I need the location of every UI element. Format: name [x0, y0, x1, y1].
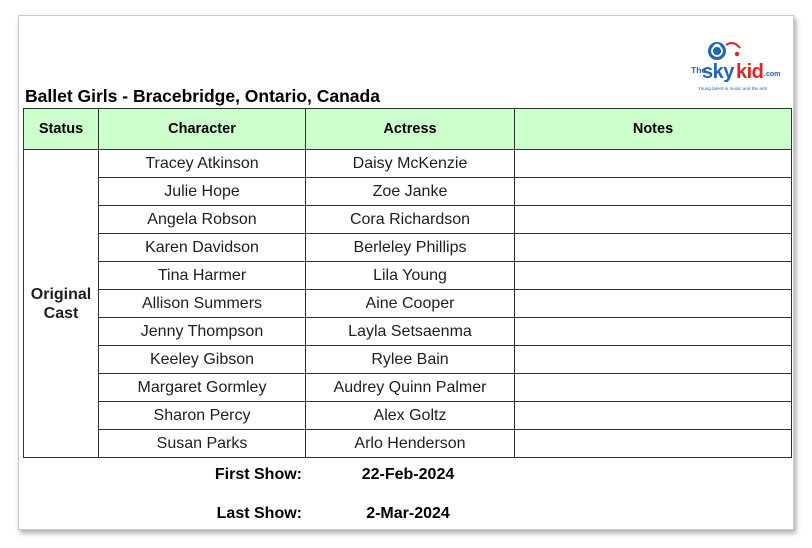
actress-cell: Cora Richardson	[306, 206, 515, 234]
table-row	[24, 346, 792, 374]
table-row	[24, 150, 792, 178]
status-line-1: Original	[30, 285, 92, 303]
status-original-cast	[24, 150, 99, 458]
theskykid-logo[interactable]	[690, 40, 788, 96]
actress-cell: Layla Setsaenma	[306, 318, 515, 346]
actress-cell: Rylee Bain	[306, 346, 515, 374]
character-cell: Sharon Percy	[99, 402, 306, 430]
table-header-row	[24, 109, 792, 150]
character-cell: Julie Hope	[99, 178, 306, 206]
logo-tagline: Young talent in music and the arts	[698, 86, 768, 91]
logo-sky-text: sky	[702, 61, 734, 83]
character-cell: Jenny Thompson	[99, 318, 306, 346]
table-row	[24, 374, 792, 402]
first-show-label: First Show:	[214, 466, 302, 483]
header-actress: Actress	[306, 109, 515, 150]
character-cell: Tracey Atkinson	[99, 150, 306, 178]
notes-cell	[515, 178, 792, 206]
notes-cell	[515, 206, 792, 234]
table-row	[24, 178, 792, 206]
first-show-row	[0, 466, 812, 486]
character-cell: Angela Robson	[99, 206, 306, 234]
notes-cell	[515, 290, 792, 318]
table-row	[24, 430, 792, 458]
actress-cell: Zoe Janke	[306, 178, 515, 206]
notes-cell	[515, 262, 792, 290]
character-cell: Susan Parks	[99, 430, 306, 458]
actress-cell: Lila Young	[306, 262, 515, 290]
logo-com-text: .com	[764, 71, 781, 78]
notes-cell	[515, 346, 792, 374]
header-character: Character	[99, 109, 306, 150]
first-show-value: 22-Feb-2024	[361, 466, 455, 483]
actress-cell: Aine Cooper	[306, 290, 515, 318]
notes-cell	[515, 318, 792, 346]
actress-cell: Berleley Phillips	[306, 234, 515, 262]
notes-cell	[515, 234, 792, 262]
actress-cell: Audrey Quinn Palmer	[306, 374, 515, 402]
logo-kid-text: kid	[736, 61, 764, 83]
actress-cell: Daisy McKenzie	[306, 150, 515, 178]
table-row	[24, 234, 792, 262]
table-row	[24, 402, 792, 430]
header-status: Status	[24, 109, 99, 150]
character-cell: Keeley Gibson	[99, 346, 306, 374]
status-line-2: Cast	[43, 304, 79, 322]
notes-cell	[515, 430, 792, 458]
last-show-label: Last Show:	[216, 505, 302, 522]
cast-table	[23, 108, 792, 458]
character-cell: Karen Davidson	[99, 234, 306, 262]
character-cell: Tina Harmer	[99, 262, 306, 290]
page-title: Ballet Girls - Bracebridge, Ontario, Canada	[25, 86, 380, 106]
header-notes: Notes	[515, 109, 792, 150]
actress-cell: Alex Goltz	[306, 402, 515, 430]
table-row	[24, 318, 792, 346]
notes-cell	[515, 402, 792, 430]
actress-cell: Arlo Henderson	[306, 430, 515, 458]
table-row	[24, 206, 792, 234]
table-row	[24, 290, 792, 318]
notes-cell	[515, 374, 792, 402]
notes-cell	[515, 150, 792, 178]
character-cell: Margaret Gormley	[99, 374, 306, 402]
logo-the-text: The	[691, 65, 707, 75]
character-cell: Allison Summers	[99, 290, 306, 318]
last-show-value: 2-Mar-2024	[366, 505, 450, 522]
last-show-row	[0, 505, 812, 525]
table-row	[24, 262, 792, 290]
